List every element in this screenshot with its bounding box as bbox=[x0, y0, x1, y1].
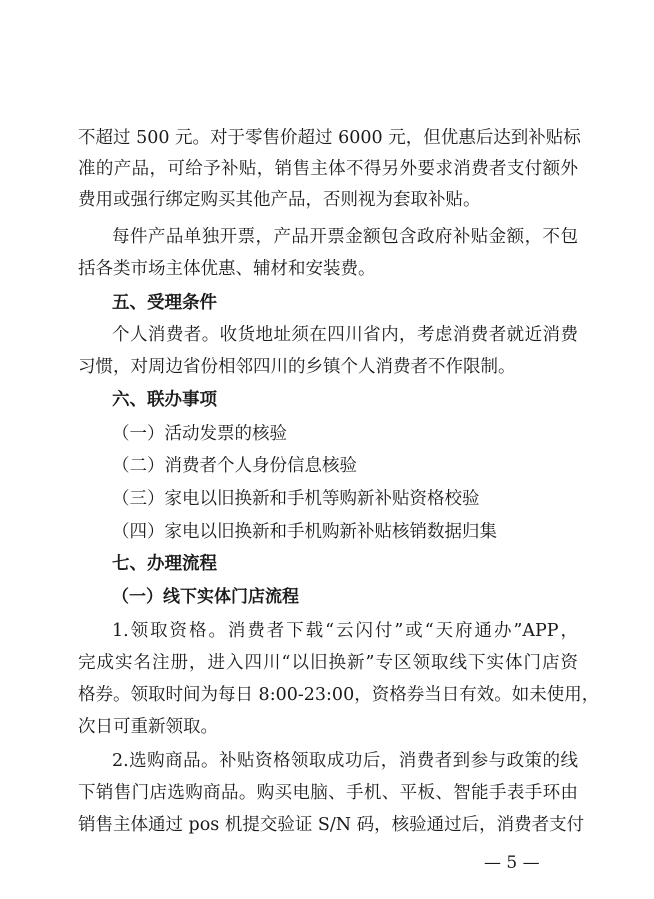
paragraph-line: 格券。领取时间为每日 8:00-23:00，资格券当日有效。如未使用， bbox=[78, 685, 600, 705]
paragraph-line: 费用或强行绑定购买其他产品，否则视为套取补贴。 bbox=[78, 190, 481, 210]
paragraph-line: 不超过 500 元。对于零售价超过 6000 元，但优惠后达到补贴标 bbox=[78, 128, 581, 148]
paragraph-line: 准的产品，可给予补贴，销售主体不得另外要求消费者支付额外 bbox=[78, 159, 578, 179]
list-item: （四）家电以旧换新和手机购新补贴核销数据归集 bbox=[112, 522, 497, 542]
paragraph-line: 个人消费者。收货地址须在四川省内，考虑消费者就近消费 bbox=[112, 325, 578, 345]
section-heading-7: 七、办理流程 bbox=[112, 554, 217, 574]
paragraph-line: 括各类市场主体优惠、辅材和安装费。 bbox=[78, 259, 376, 279]
subsection-heading: （一）线下实体门店流程 bbox=[112, 587, 299, 607]
paragraph-line: 下销售门店选购商品。购买电脑、手机、平板、智能手表手环由 bbox=[78, 783, 578, 803]
paragraph-line: 2.选购商品。补贴资格领取成功后，消费者到参与政策的线 bbox=[112, 751, 578, 771]
paragraph-line: 每件产品单独开票，产品开票金额包含政府补贴金额，不包 bbox=[112, 227, 578, 247]
paragraph-line: 1.领取资格。消费者下载“云闪付”或“天府通办”APP， bbox=[112, 621, 578, 641]
paragraph-line: 次日可重新领取。 bbox=[78, 717, 218, 737]
paragraph-line: 销售主体通过 pos 机提交验证 S/N 码，核验通过后，消费者支付 bbox=[78, 815, 585, 835]
list-item: （一）活动发票的核验 bbox=[112, 424, 287, 444]
page-number: — 5 — bbox=[484, 853, 540, 873]
list-item: （二）消费者个人身份信息核验 bbox=[112, 456, 357, 476]
section-heading-5: 五、受理条件 bbox=[112, 293, 217, 313]
list-item: （三）家电以旧换新和手机等购新补贴资格校验 bbox=[112, 489, 480, 509]
paragraph-line: 习惯，对周边省份相邻四川的乡镇个人消费者不作限制。 bbox=[78, 357, 516, 377]
paragraph-line: 完成实名注册，进入四川“以旧换新”专区领取线下实体门店资 bbox=[78, 653, 578, 673]
section-heading-6: 六、联办事项 bbox=[112, 390, 217, 410]
